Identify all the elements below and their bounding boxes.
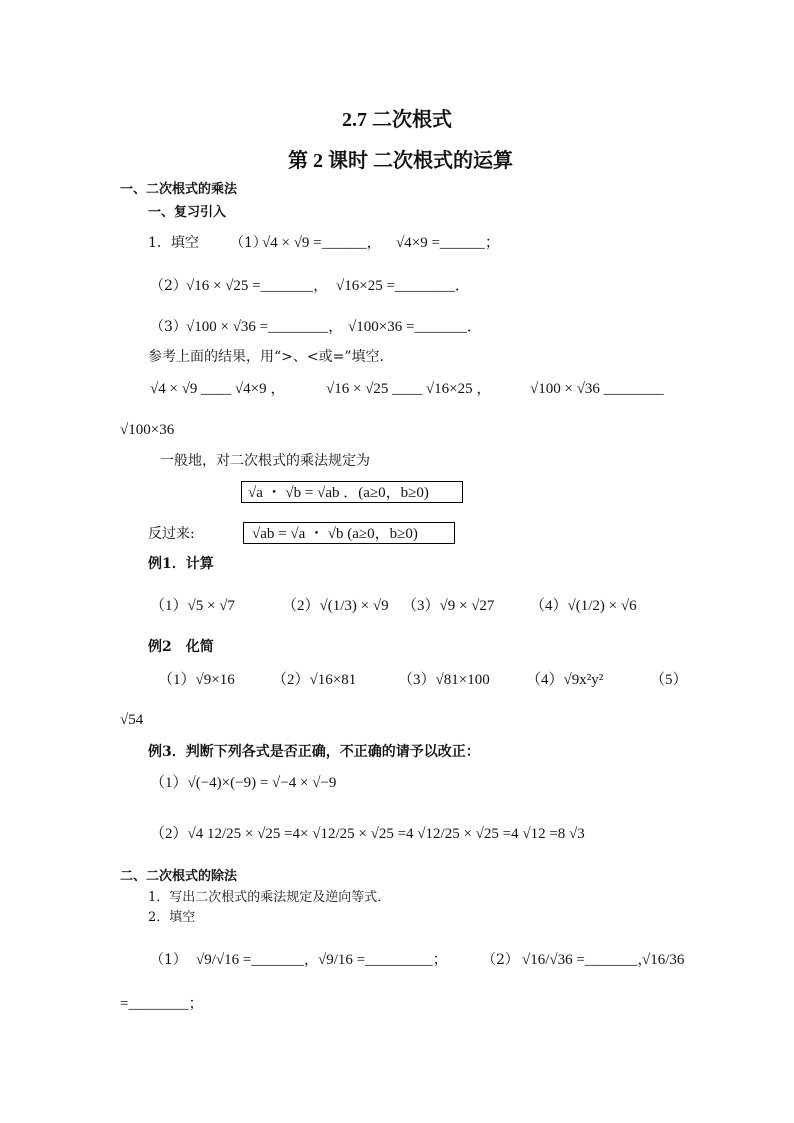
- lesson-subtitle: 第 2 课时 二次根式的运算: [288, 150, 513, 172]
- compare-instruction: 参考上面的结果，用“>、<或=”填空．: [148, 349, 394, 365]
- rule-intro: 一般地，对二次根式的乘法规定为: [160, 453, 370, 469]
- example-3-item-1: （1）√(−4)×(−9) = √−4 × √−9: [150, 775, 337, 791]
- q1-part1-expr-a: √4 × √9 =______，: [262, 235, 382, 251]
- compare-expr-3-continued: √100×36: [120, 422, 175, 438]
- compare-expr-3: √100 × √36 ________: [530, 381, 664, 397]
- s2-part2-expr-b: √16/36: [642, 952, 685, 968]
- q1-part3-expr-a: √100 × √36 =________，: [186, 319, 344, 335]
- s2-part2-expr-a: √16/√36 =_______，: [522, 952, 653, 968]
- s2-part1-expr-b: √9/16 =_________；: [318, 952, 448, 968]
- example-2-heading: 例2 化简: [148, 639, 214, 655]
- example-1-heading: 例1．计算: [148, 556, 214, 572]
- example-1-item-4: （4）√(1/2) × √6: [530, 598, 637, 614]
- reverse-rule-box: √ab = √a ・ √b (a≥0，b≥0): [243, 522, 455, 544]
- section2-question-1: 1．写出二次根式的乘法规定及逆向等式．: [148, 890, 391, 905]
- section1-heading: 一、二次根式的乘法: [120, 182, 238, 197]
- page-title: 2.7 二次根式: [342, 109, 452, 131]
- s2-part1-label: （1）: [150, 952, 187, 968]
- example-2-item-5-continued: √54: [120, 712, 144, 728]
- q1-part2-expr-a: √16 × √25 =_______，: [186, 278, 329, 294]
- example-3-heading: 例3．判断下列各式是否正确，不正确的请予以改正：: [148, 744, 480, 760]
- section2-heading: 二、二次根式的除法: [120, 869, 238, 884]
- s2-part1-expr-a: √9/√16 =_______，: [196, 952, 319, 968]
- example-3-item-2: （2）√4 12/25 × √25 =4× √12/25 × √25 =4 √12/25 × √25 =4 √12 =8 √3: [150, 826, 585, 842]
- q1-part3-label: （3）: [150, 319, 187, 335]
- q1-part1-label: （1）: [230, 235, 267, 251]
- example-1-item-1: （1）√5 × √7: [150, 598, 235, 614]
- multiplication-rule-box: √a ・ √b = √ab ．(a≥0，b≥0): [241, 481, 463, 503]
- question-1-label: 1．填空: [148, 235, 199, 251]
- example-2-item-4: （4）√9x²y²: [526, 672, 604, 688]
- example-2-item-5: （5）: [650, 672, 688, 688]
- q1-part3-expr-b: √100×36 =_______．: [348, 319, 482, 335]
- review-heading: 一、复习引入: [148, 205, 227, 220]
- section2-question-2: 2．填空: [148, 910, 196, 925]
- example-1-item-2: （2）√(1/3) × √9: [282, 598, 389, 614]
- compare-expr-1: √4 × √9 ____ √4×9 ，: [150, 381, 286, 397]
- example-1-item-3: （3）√9 × √27: [402, 598, 495, 614]
- s2-part2-answer-continued: =________；: [120, 996, 204, 1012]
- q1-part2-label: （2）: [150, 278, 187, 294]
- q1-part1-expr-b: √4×9 =______；: [396, 235, 500, 251]
- example-2-item-3: （3）√81×100: [398, 672, 490, 688]
- compare-expr-2: √16 × √25 ____ √16×25 ，: [326, 381, 492, 397]
- example-2-item-2: （2）√16×81: [272, 672, 357, 688]
- example-2-item-1: （1）√9×16: [158, 672, 235, 688]
- q1-part2-expr-b: √16×25 =________．: [336, 278, 470, 294]
- reverse-label: 反过来:: [148, 526, 195, 542]
- s2-part2-label: （2）: [482, 952, 519, 968]
